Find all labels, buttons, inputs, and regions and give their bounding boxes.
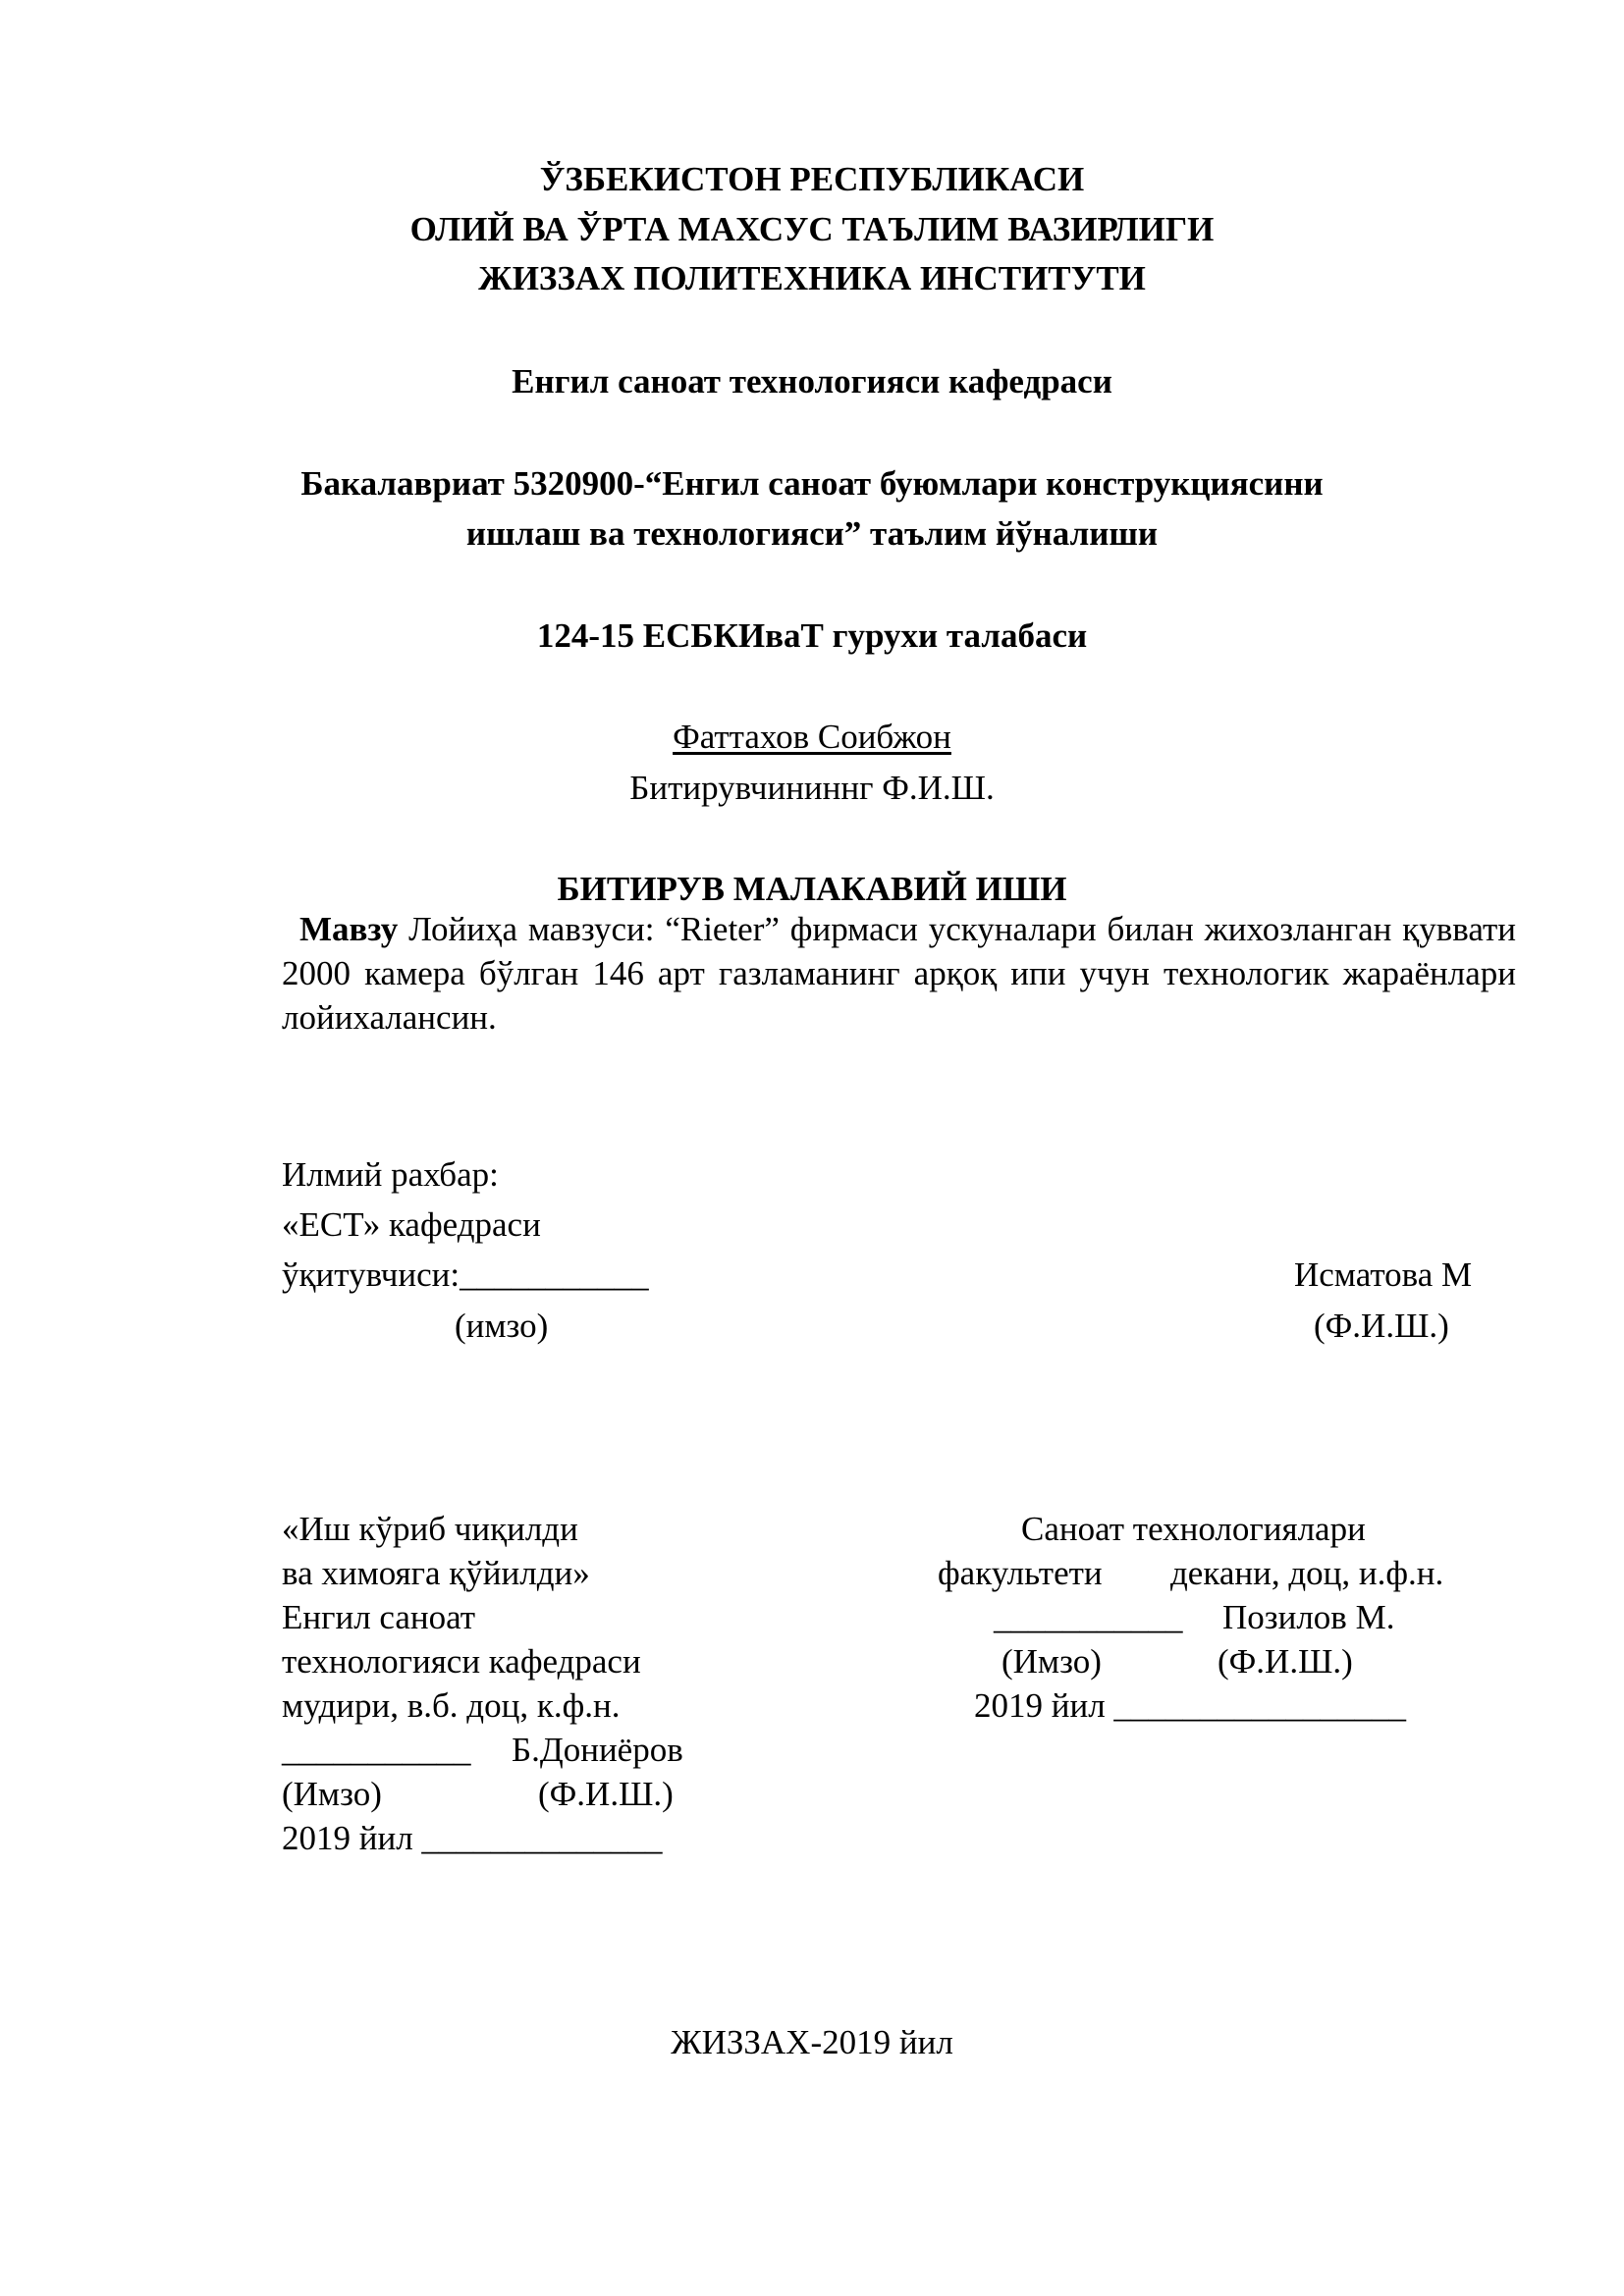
dean-name: Позилов М. xyxy=(1222,1598,1395,1636)
work-title: БИТИРУВ МАЛАКАВИЙ ИШИ xyxy=(557,870,1067,908)
program-line-1: Бакалавриат 5320900-“Енгил саноат буюмлари конструкциясини xyxy=(300,464,1324,503)
head-department-line-1: Енгил саноат xyxy=(282,1598,476,1636)
dean-date xyxy=(974,1683,1406,1728)
header-country: ЎЗБЕКИСТОН РЕСПУБЛИКАСИ xyxy=(539,160,1085,198)
head-department-line-2: технологияси кафедраси xyxy=(282,1642,641,1681)
dean-position: декани, доц, и.ф.н. xyxy=(1170,1554,1444,1592)
supervisor-position: ўқитувчиси:___________ xyxy=(282,1255,649,1294)
head-department-date-line: ____________ xyxy=(456,1819,663,1857)
supervisor-department: «ЕСТ» кафедраси xyxy=(282,1205,541,1244)
head-department-sign-caption: (Имзо) xyxy=(282,1775,382,1813)
footer-city-year: ЖИЗЗАХ-2019 йил xyxy=(671,2023,953,2061)
supervisor-name: Исматова М xyxy=(1294,1255,1473,1294)
student-name: Фаттахов Соибжон xyxy=(673,718,951,756)
header-institute: ЖИЗЗАХ ПОЛИТЕХНИКА ИНСТИТУТИ xyxy=(478,259,1146,297)
supervisor-name-caption: (Ф.И.Ш.) xyxy=(1314,1307,1449,1345)
approval-line-2: ва химояга қўйилди» xyxy=(282,1554,590,1592)
dean-sign-caption: (Имзо) xyxy=(1001,1642,1102,1681)
header-ministry: ОЛИЙ ВА ЎРТА МАХСУС ТАЪЛИМ ВАЗИРЛИГИ xyxy=(409,210,1215,248)
head-department-name: Б.Дониёров xyxy=(512,1731,683,1769)
dean-date-line: _______________ xyxy=(1148,1686,1406,1725)
student-group: 124-15 ЕСБКИваТ гурухи талабаси xyxy=(536,616,1088,655)
dean-sign-line: ___________ xyxy=(994,1598,1183,1636)
supervisor-title: Илмий рахбар: xyxy=(282,1155,499,1194)
approval-line-1: «Иш кўриб чиқилди xyxy=(282,1510,578,1548)
supervisor-sign-caption: (имзо) xyxy=(455,1307,549,1345)
head-department-date xyxy=(282,1816,662,1860)
head-department-name-caption: (Ф.И.Ш.) xyxy=(538,1775,674,1813)
head-department-position: мудири, в.б. доц, к.ф.н. xyxy=(282,1686,621,1725)
topic-text: Лойиҳа мавзуси: “Rieter” фирмаси ускуналари билан жихозланган қуввати 2000 камера бўлган 146 арт газламанинг арқоқ ипи учун технологик жараёнлари лойихалансин. xyxy=(282,910,1516,1037)
dean-faculty-line-1: Саноат технологиялари xyxy=(1021,1510,1366,1548)
head-department-sign-line: ___________ xyxy=(282,1731,471,1769)
program-line-2: ишлаш ва технологияси” таълим йўналиши xyxy=(465,514,1159,553)
dean-faculty-line-2: факультети xyxy=(938,1554,1103,1592)
dean-date-text: 2019 йил __ xyxy=(974,1686,1149,1725)
student-name-caption: Битирувчининнг Ф.И.Ш. xyxy=(629,769,995,807)
head-department-date-text: 2019 йил __ xyxy=(282,1819,457,1857)
dean-name-caption: (Ф.И.Ш.) xyxy=(1218,1642,1353,1681)
topic-paragraph xyxy=(282,907,1516,1040)
topic-label: Мавзу xyxy=(299,910,399,948)
department-name: Енгил саноат технологияси кафедраси xyxy=(512,362,1112,400)
